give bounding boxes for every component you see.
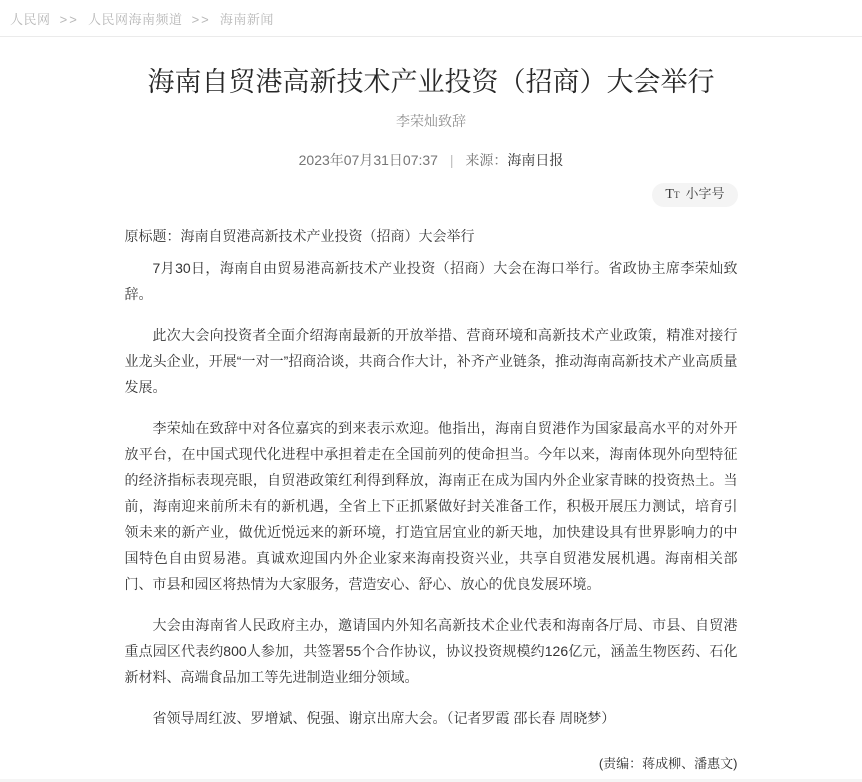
source-link[interactable]: 海南日报 bbox=[507, 152, 564, 168]
font-size-icon: TT bbox=[665, 187, 680, 202]
paragraph: 李荣灿在致辞中对各位嘉宾的到来表示欢迎。他指出，海南自贸港作为国家最高水平的对外开放平台，在中国式现代化进程中承担着走在全国前列的使命担当。今年以来，海南体现外向型特征的经济指标表现亮眼，自贸港政策红利得到释放，海南正在成为国内外企业家青睐的投资热土。当前，海南迎来前所未有的新机遇，全省上下正抓紧做好封关准备工作，积极开展压力测试，培育引领未来的新产业，做优近悦远来的新环境，打造宜居宜业的新天地，加快建设具有世界影响力的中国特色自由贸易港。真诚欢迎国内外企业家来海南投资兴业，共享自贸港发展机遇。海南相关部门、市县和园区将热情为大家服务，营造安心、舒心、放心的优良发展环境。 bbox=[124, 420, 738, 592]
source-label: 来源： bbox=[465, 152, 508, 168]
article-meta bbox=[125, 150, 738, 170]
meta-separator: | bbox=[449, 152, 454, 168]
breadcrumb-separator: >> bbox=[59, 12, 79, 27]
breadcrumb-link-hainan-news[interactable]: 海南新闻 bbox=[219, 12, 274, 27]
paragraph: 省领导周红波、罗增斌、倪强、谢京出席大会。（记者罗霞 邵长春 周晓梦） bbox=[152, 710, 616, 726]
breadcrumb bbox=[0, 0, 862, 36]
article-subtitle: 李荣灿致辞 bbox=[396, 113, 466, 129]
breadcrumb-link-peoples-net[interactable]: 人民网 bbox=[10, 12, 51, 27]
publish-time: 2023年07月31日07:37 bbox=[298, 152, 438, 168]
article-content bbox=[125, 64, 738, 777]
paragraph: 7月30日，海南自由贸易港高新技术产业投资（招商）大会在海口举行。省政协主席李荣灿致辞。 bbox=[124, 260, 738, 302]
font-size-button[interactable] bbox=[652, 183, 737, 207]
article-body bbox=[125, 223, 738, 777]
breadcrumb-link-hainan-channel[interactable]: 人民网海南频道 bbox=[87, 12, 183, 27]
article-toolbar bbox=[125, 183, 738, 207]
paragraph: 大会由海南省人民政府主办，邀请国内外知名高新技术企业代表和海南各厅局、市县、自贸港重点园区代表约800人参加，共签署55个合作协议，协议投资规模约126亿元，涵盖生物医药、石化新材料、高端食品加工等先进制造业细分领域。 bbox=[124, 617, 738, 685]
paragraph: 此次大会向投资者全面介绍海南最新的开放举措、营商环境和高新技术产业政策，精准对接行业龙头企业，开展“一对一”招商洽谈，共商合作大计，补齐产业链条，推动海南高新技术产业高质量发展。 bbox=[124, 327, 738, 395]
font-size-label: 小字号 bbox=[685, 186, 725, 201]
original-title-line: 原标题：海南自贸港高新技术产业投资（招商）大会举行 bbox=[124, 228, 475, 244]
article-title: 海南自贸港高新技术产业投资（招商）大会举行 bbox=[147, 67, 715, 97]
editor-credit: (责编：蒋成柳、潘惠文) bbox=[598, 756, 738, 771]
header-divider bbox=[0, 36, 862, 37]
breadcrumb-separator: >> bbox=[191, 12, 211, 27]
